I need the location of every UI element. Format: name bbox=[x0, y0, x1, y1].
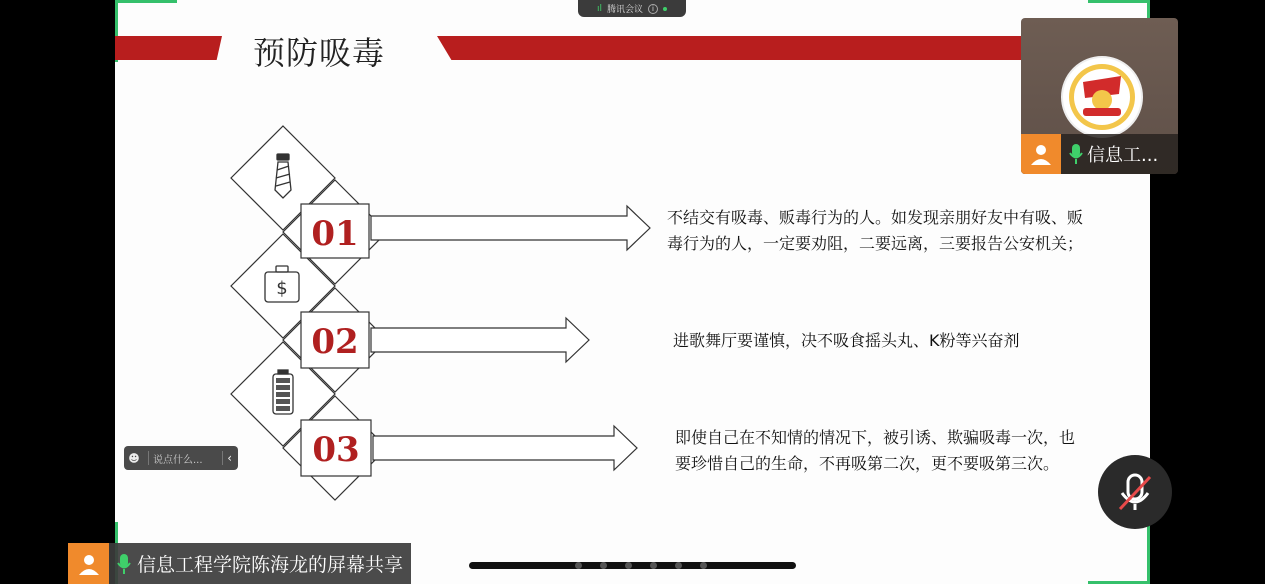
chevron-left-icon[interactable]: ‹ bbox=[227, 451, 232, 465]
youth-league-emblem-icon bbox=[1063, 58, 1141, 136]
page-dot bbox=[700, 562, 707, 569]
info-icon[interactable]: i bbox=[648, 4, 658, 14]
meeting-info-pill[interactable] bbox=[578, 0, 686, 17]
meeting-app-name: 腾讯会议 bbox=[607, 5, 644, 15]
participant-name: 信息工... bbox=[1087, 145, 1159, 166]
screen-share-label bbox=[68, 543, 411, 584]
page-dot bbox=[625, 562, 632, 569]
shared-screen-slide bbox=[115, 0, 1150, 584]
mute-button[interactable] bbox=[1098, 455, 1172, 529]
person-icon bbox=[68, 543, 109, 584]
step-number: 02 bbox=[311, 322, 359, 362]
microphone-icon bbox=[1069, 143, 1083, 165]
page-dot bbox=[650, 562, 657, 569]
divider bbox=[222, 451, 223, 465]
chat-placeholder: 说点什么... bbox=[153, 454, 203, 466]
arrow-shape bbox=[371, 206, 650, 250]
arrow-shape bbox=[371, 318, 589, 362]
participant-video-tile[interactable] bbox=[1021, 18, 1178, 174]
step-description: 不结交有吸毒、贩毒行为的人。如发现亲朋好友中有吸、贩 毒行为的人，一定要劝阻，二要远离，三要报告公安机关； bbox=[667, 208, 1084, 253]
arrow-shape bbox=[373, 426, 637, 470]
chat-input-box[interactable] bbox=[124, 446, 238, 470]
slide-title: 预防吸毒 bbox=[253, 34, 386, 72]
steps-diagram bbox=[115, 0, 1150, 584]
step-number: 03 bbox=[312, 430, 360, 470]
person-icon bbox=[1021, 134, 1061, 174]
microphone-icon bbox=[117, 553, 131, 575]
page-dot bbox=[675, 562, 682, 569]
share-owner-text: 信息工程学院陈海龙的屏幕共享 bbox=[137, 554, 404, 576]
svg-text:$: $ bbox=[276, 278, 288, 299]
step-number: 01 bbox=[311, 214, 359, 254]
signal-icon: ıl bbox=[596, 3, 602, 14]
page-dot bbox=[600, 562, 607, 569]
status-dot-icon bbox=[663, 7, 667, 11]
microphone-muted-icon bbox=[1098, 455, 1172, 529]
divider bbox=[148, 451, 149, 465]
emoji-icon[interactable]: ☻ bbox=[128, 451, 140, 465]
avatar bbox=[1061, 56, 1143, 138]
page-dot bbox=[575, 562, 582, 569]
page-dots bbox=[575, 562, 707, 569]
participant-bar bbox=[1021, 134, 1178, 174]
step-description: 进歌舞厅要谨慎，决不吸食摇头丸、K粉等兴奋剂 bbox=[673, 331, 1020, 350]
step-description: 即使自己在不知情的情况下，被引诱、欺骗吸毒一次，也 要珍惜自己的生命，不再吸第二次，更不要吸第三次。 bbox=[675, 428, 1076, 473]
